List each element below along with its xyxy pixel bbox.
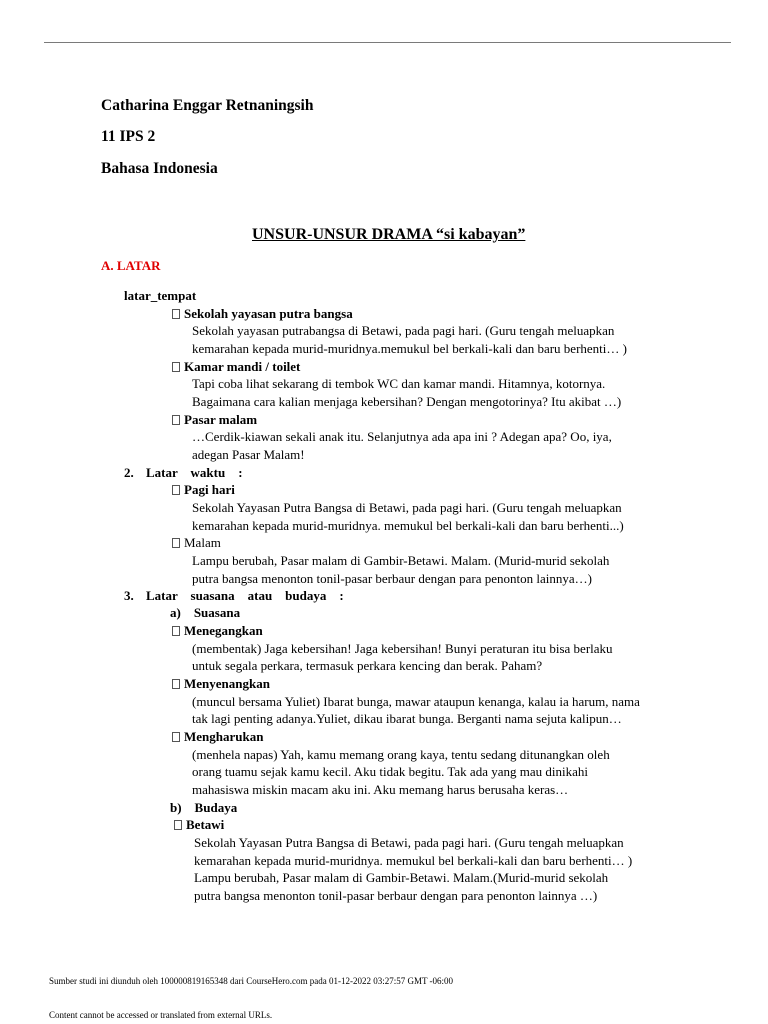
student-class: 11 IPS 2: [101, 128, 156, 145]
item-text: kemarahan kepada murid-muridnya.memukul bel berkali-kali dan baru berhenti… ): [192, 341, 627, 356]
item-text: Sekolah Yayasan Putra Bangsa di Betawi, pada pagi hari. (Guru tengah meluapkan: [192, 500, 622, 515]
item-text: (muncul bersama Yuliet) Ibarat bunga, mawar ataupun kenanga, kalau ia harum, nama: [192, 694, 640, 709]
item-text: Lampu berubah, Pasar malam di Gambir-Betawi. Malam.(Murid-murid sekolah: [194, 870, 609, 885]
item-heading: Sekolah yayasan putra bangsa: [172, 305, 353, 322]
source-footer: Sumber studi ini diunduh oleh 100000819165348 dari CourseHero.com pada 01-12-2022 03:27:57 GMT -06:00: [49, 976, 454, 986]
suasana-label: a) Suasana: [170, 605, 241, 620]
checkbox-icon: [174, 820, 182, 830]
item-text: …Cerdik-kiawan sekali anak itu. Selanjutnya ada apa ini ? Adegan apa? Oo, iya,: [192, 429, 612, 444]
item-text: putra bangsa menonton tonil-pasar berbaur dengan para penonton lainnya…): [192, 571, 592, 586]
latar-waktu-label: Latar waktu :: [146, 465, 243, 480]
item-heading: Menegangkan: [172, 622, 263, 639]
item-heading: Pagi hari: [172, 481, 235, 498]
subject: Bahasa Indonesia: [101, 160, 218, 177]
notice-footer: Content cannot be accessed or translated from external URLs.: [49, 1010, 273, 1020]
checkbox-icon: [172, 415, 180, 425]
item-text: (membentak) Jaga kebersihan! Jaga kebersihan! Bunyi peraturan itu bisa berlaku: [192, 641, 613, 656]
checkbox-icon: [172, 538, 180, 548]
item-text: Sekolah Yayasan Putra Bangsa di Betawi, pada pagi hari. (Guru tengah meluapkan: [194, 835, 624, 850]
checkbox-icon: [172, 362, 180, 372]
item-text: mahasiswa miskin macam aku ini. Aku memang harus berusaha keras…: [192, 782, 569, 797]
checkbox-icon: [172, 626, 180, 636]
top-rule: [44, 42, 731, 43]
item-text: Sekolah yayasan putrabangsa di Betawi, pada pagi hari. (Guru tengah meluapkan: [192, 323, 615, 338]
item-heading: Menyenangkan: [172, 675, 270, 692]
item-text: (menhela napas) Yah, kamu memang orang kaya, tentu sedang ditunangkan oleh: [192, 747, 610, 762]
checkbox-icon: [172, 309, 180, 319]
item-text: adegan Pasar Malam!: [192, 447, 305, 462]
item-text: kemarahan kepada murid-muridnya. memukul bel berkali-kali dan baru berhenti...): [192, 518, 624, 533]
checkbox-icon: [172, 732, 180, 742]
item-text: Tapi coba lihat sekarang di tembok WC dan kamar mandi. Hitamnya, kotornya.: [192, 376, 606, 391]
checkbox-icon: [172, 485, 180, 495]
item-heading: Malam: [172, 534, 221, 551]
checkbox-icon: [172, 679, 180, 689]
budaya-label: b) Budaya: [170, 800, 238, 815]
item-text: tak lagi penting adanya.Yuliet, dikau ibarat bunga. Berganti nama sejuta kalipun…: [192, 711, 622, 726]
section-a-heading: A. LATAR: [101, 258, 161, 273]
item-text: Lampu berubah, Pasar malam di Gambir-Betawi. Malam. (Murid-murid sekolah: [192, 553, 610, 568]
list-number: 2.: [124, 465, 134, 480]
item-text: Bagaimana cara kalian menjaga kebersihan? Dengan mengotorinya? Itu akibat …): [192, 394, 622, 409]
item-text: kemarahan kepada murid-muridnya. memukul bel berkali-kali dan baru berhenti… ): [194, 853, 633, 868]
document-title: UNSUR-UNSUR DRAMA “si kabayan”: [252, 226, 526, 243]
item-text: orang tuamu sejak kamu kecil. Aku tidak begitu. Tak ada yang mau dinikahi: [192, 764, 588, 779]
list-number: 3.: [124, 588, 134, 603]
latar-suasana-label: Latar suasana atau budaya :: [146, 588, 344, 603]
latar-tempat-label: latar_tempat: [124, 288, 197, 303]
item-heading: Betawi: [174, 816, 224, 833]
student-name: Catharina Enggar Retnaningsih: [101, 97, 314, 114]
item-heading: Kamar mandi / toilet: [172, 358, 300, 375]
item-text: untuk segala perkara, termasuk perkara kencing dan berak. Paham?: [192, 658, 543, 673]
item-text: putra bangsa menonton tonil-pasar berbaur dengan para penonton lainnya …): [194, 888, 598, 903]
item-heading: Mengharukan: [172, 728, 263, 745]
item-heading: Pasar malam: [172, 411, 257, 428]
